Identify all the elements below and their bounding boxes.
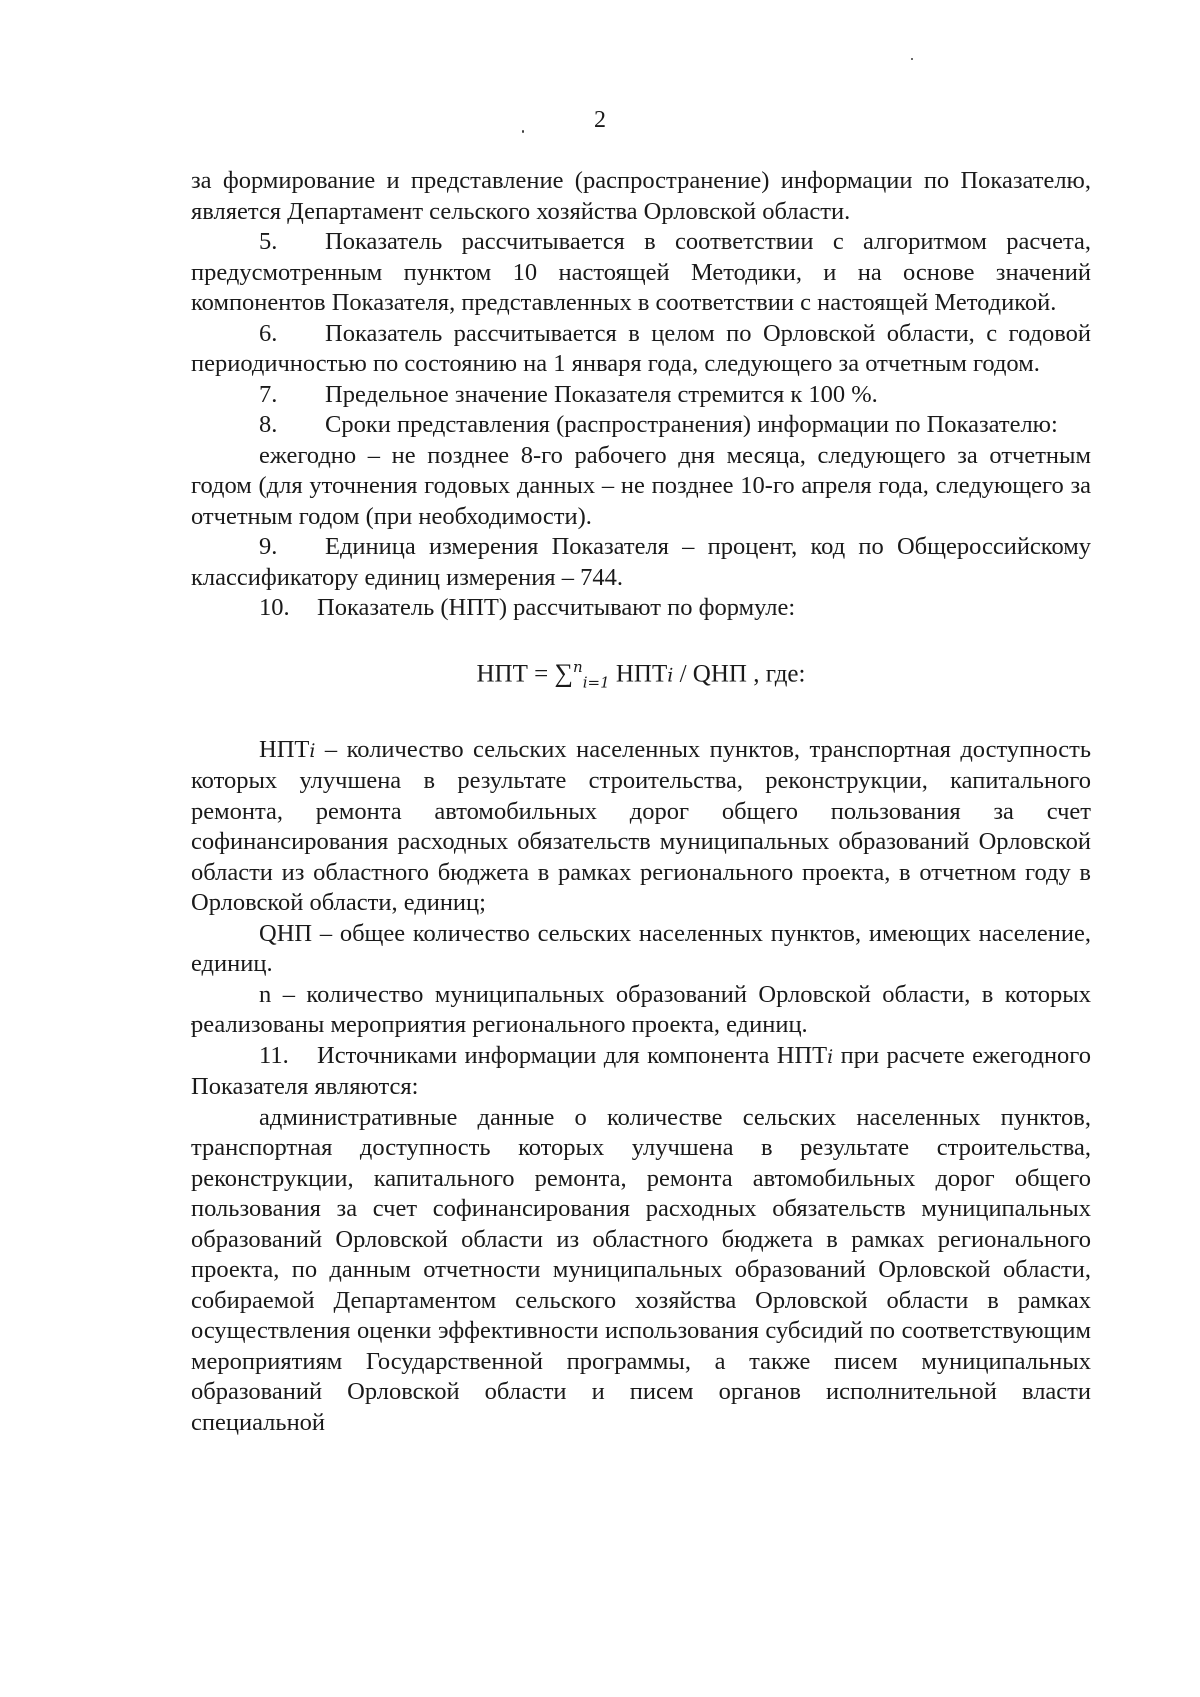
paragraph-8 xyxy=(191,410,1091,441)
definition-symbol: НПТ xyxy=(259,735,310,763)
paragraph-8-detail: ежегодно – не позднее 8-го рабочего дня месяца, следующего за отчетным годом (для уточнения годовых данных – не позднее 10-го апреля года, следующего за отчетным годом (при необходимости). xyxy=(191,441,1091,530)
formula xyxy=(191,652,1091,697)
paragraph-text: Источниками информации для компонента НПТ xyxy=(317,1041,828,1069)
sum-lower-limit: i=1 xyxy=(582,672,610,691)
item-number: 5. xyxy=(259,228,278,255)
paragraph-10 xyxy=(191,593,1091,624)
sum-upper-limit: n xyxy=(573,657,583,676)
page-number: 2 xyxy=(594,107,606,133)
definition-qnp: QНП – общее количество сельских населенных пунктов, имеющих население, единиц. xyxy=(191,919,1091,978)
paragraph-text: Показатель (НПТ) рассчитывают по формуле: xyxy=(317,594,796,621)
paragraph-5 xyxy=(191,227,1091,319)
paragraph-11-body: административные данные о количестве сельских населенных пунктов, транспортная доступность которых улучшена в результате строительства, реконструкции, капитального ремонта, ремонта автомобильных дорог общего пользования за счет софинансирования расходных обязательств муниципальных образований Орловской области из областного бюджета в рамках регионального проекта, по данным отчетности муниципальных образований Орловской области, собираемой Департаментом сельского хозяйства Орловской области в рамках осуществления оценки эффективности использования субсидий по соответствующим мероприятиям Государственной программы, а также писем муниципальных образований Орловской области и писем органов исполнительной власти специальной xyxy=(191,1103,1091,1436)
paragraph-text: Сроки представления (распространения) информации по Показателю: xyxy=(325,411,1058,438)
item-number: 11. xyxy=(259,1041,289,1069)
formula-term: НПТ xyxy=(609,659,668,687)
scan-speck xyxy=(911,58,913,60)
component-index: i xyxy=(827,1045,834,1068)
item-number: 8. xyxy=(259,411,278,438)
paragraph-text: Предельное значение Показателя стремится к 100 %. xyxy=(325,380,878,408)
item-number: 7. xyxy=(259,380,278,408)
sum-symbol: ∑ xyxy=(554,657,574,687)
paragraph-text: Единица измерения Показателя – процент, код по Общероссийскому классификатору единиц измерения – 744. xyxy=(191,533,1091,591)
paragraph-11 xyxy=(191,1041,1091,1103)
definition-npt xyxy=(191,735,1091,919)
formula-lhs: НПТ = xyxy=(476,659,555,687)
paragraph-6 xyxy=(191,319,1091,380)
definition-text: – количество сельских населенных пунктов, транспортная доступность которых улучшена в результате строительства, реконструкции, капитального ремонта, ремонта автомобильных дорог общего пользования за счет софинансирования расходных обязательств муниципальных образований Орловской области из областного бюджета в рамках регионального проекта, в отчетном году в Орловской области, единиц; xyxy=(191,735,1091,917)
item-number: 9. xyxy=(259,533,278,560)
item-number: 6. xyxy=(259,319,278,347)
formula-term-index: i xyxy=(667,663,674,686)
formula-rest: / QНП , где: xyxy=(673,659,806,687)
document-body xyxy=(191,166,1091,1438)
paragraph-9 xyxy=(191,532,1091,593)
paragraph-continuation: за формирование и представление (распространение) информации по Показателю, является Департамент сельского хозяйства Орловской области. xyxy=(191,167,1091,225)
paragraph-7 xyxy=(191,380,1091,411)
definition-symbol-index: i xyxy=(309,739,316,762)
item-number: 10. xyxy=(259,594,290,621)
paragraph-text: Показатель рассчитывается в целом по Орловской области, с годовой периодичностью по состоянию на 1 января года, следующего за отчетным годом. xyxy=(191,319,1091,377)
paragraph-text: при расчете ежегодного Показателя являются: xyxy=(191,1041,1091,1101)
paragraph-text: Показатель рассчитывается в соответствии с алгоритмом расчета, предусмотренным пунктом 10 настоящей Методики, и на основе значений компонентов Показателя, представленных в соответствии с настоящей Методикой. xyxy=(191,228,1091,316)
definition-n: n – количество муниципальных образований Орловской области, в которых реализованы мероприятия регионального проекта, единиц. xyxy=(191,980,1091,1039)
